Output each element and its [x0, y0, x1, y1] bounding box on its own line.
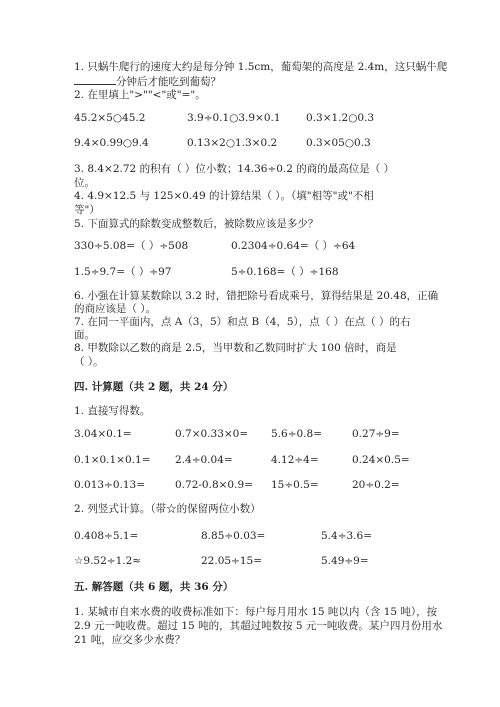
section-heading-calculation: 四. 计算题（共 2 题，共 24 分） [74, 381, 234, 393]
compare-item: 0.3×05○0.3 [306, 137, 371, 149]
question-fill-8-line1: 8. 甲数除以乙数的商是 2.5，当甲数和乙数同时扩大 100 倍时，商是 [74, 342, 397, 354]
compare-item: 45.2×5○45.2 [74, 112, 146, 124]
oral-calc-item: 0.1×0.1×0.1= [74, 454, 151, 466]
question-fill-2: 2. 在里填上">""<"或"="。 [74, 89, 206, 101]
compare-item: 3.9÷0.1○3.9×0.1 [187, 112, 281, 124]
question-fill-1-tail: 分钟后才能吃到葡萄？ [116, 76, 221, 88]
divisor-item: 1.5÷9.7=（ ）÷97 [74, 266, 172, 278]
oral-calc-item: 4.12÷4= [271, 454, 319, 466]
question-calc-2: 2. 列竖式计算。（带☆的保留两位小数） [74, 503, 261, 515]
compare-item: 9.4×0.99○9.4 [74, 137, 149, 149]
divisor-item: 330÷5.08=（ ）÷508 [74, 240, 189, 252]
vertical-calc-item: 8.85÷0.03= [201, 530, 266, 542]
question-fill-6-line1: 6. 小强在计算某数除以 3.2 时，错把除号看成乘号，算得结果是 20.48，正确 [74, 290, 439, 302]
question-fill-1-line2 [74, 74, 221, 89]
vertical-calc-item: 0.408÷5.1= [74, 530, 139, 542]
divisor-item: 0.2304÷0.64=（ ）÷64 [231, 240, 356, 252]
oral-calc-item: 20÷0.2= [352, 479, 400, 491]
oral-calc-item: 3.04×0.1= [74, 428, 132, 440]
question-fill-6-line2: 的商应该是（ ）。 [74, 303, 157, 315]
oral-calc-item: 0.013÷0.13= [74, 479, 146, 491]
oral-calc-item: 15÷0.5= [271, 479, 319, 491]
compare-item: 0.3×1.2○0.3 [306, 112, 375, 124]
question-fill-3-line2: 位。 [74, 177, 95, 189]
question-fill-4-line1: 4. 4.9×12.5 与 125×0.49 的计算结果（ ）。（填"相等"或"不相 [74, 190, 374, 202]
oral-calc-item: 0.7×0.33×0= [175, 428, 249, 440]
question-fill-4-line2: 等"） [74, 204, 100, 216]
oral-calc-item: 5.6÷0.8= [271, 428, 322, 440]
compare-item: 0.13×2○1.3×0.2 [187, 137, 278, 149]
question-calc-1: 1. 直接写得数。 [74, 405, 151, 417]
question-fill-7-line1: 7. 在同一平面内，点 A（3，5）和点 B（4，5），点（ ）在点（ ）的右 [74, 316, 411, 328]
oral-calc-item: 0.24×0.5= [352, 454, 410, 466]
vertical-calc-item: 22.05÷15= [201, 555, 263, 567]
oral-calc-item: 2.4÷0.04= [175, 454, 233, 466]
vertical-calc-item: 5.49÷9= [321, 555, 369, 567]
vertical-calc-item: ☆9.52÷1.2≈ [74, 555, 142, 567]
divisor-item: 5÷0.168=（ ）÷168 [231, 266, 339, 278]
section-heading-word-problems: 五. 解答题（共 6 题，共 36 分） [74, 581, 234, 593]
answer-blank [74, 74, 116, 85]
question-fill-7-line2: 面。 [74, 329, 95, 341]
question-fill-5: 5. 下面算式的除数变成整数后，被除数应该是多少？ [74, 218, 319, 230]
question-solve-1-line2: 2.9 元一吨收费。超过 15 吨的，其超过吨数按 5 元一吨收费。某户四月份用水 [74, 620, 443, 632]
question-solve-1-line3: 21 吨，应交多少水费？ [74, 634, 186, 646]
oral-calc-item: 0.72-0.8×0.9= [175, 479, 253, 491]
vertical-calc-item: 5.4÷3.6= [321, 530, 372, 542]
question-solve-1-line1: 1. 某城市自来水费的收费标准如下：每户每月用水 15 吨以内（含 15 吨），按 [74, 606, 438, 618]
oral-calc-item: 0.27÷9= [352, 428, 400, 440]
question-fill-3-line1: 3. 8.4×2.72 的积有（ ）位小数；14.36÷0.2 的商的最高位是（ ） [74, 163, 395, 175]
question-fill-8-line2: （ ）。 [74, 356, 104, 368]
question-fill-1-line1: 1. 只蜗牛爬行的速度大约是每分钟 1.5cm，葡萄架的高度是 2.4m，这只蜗牛爬 [74, 61, 448, 73]
